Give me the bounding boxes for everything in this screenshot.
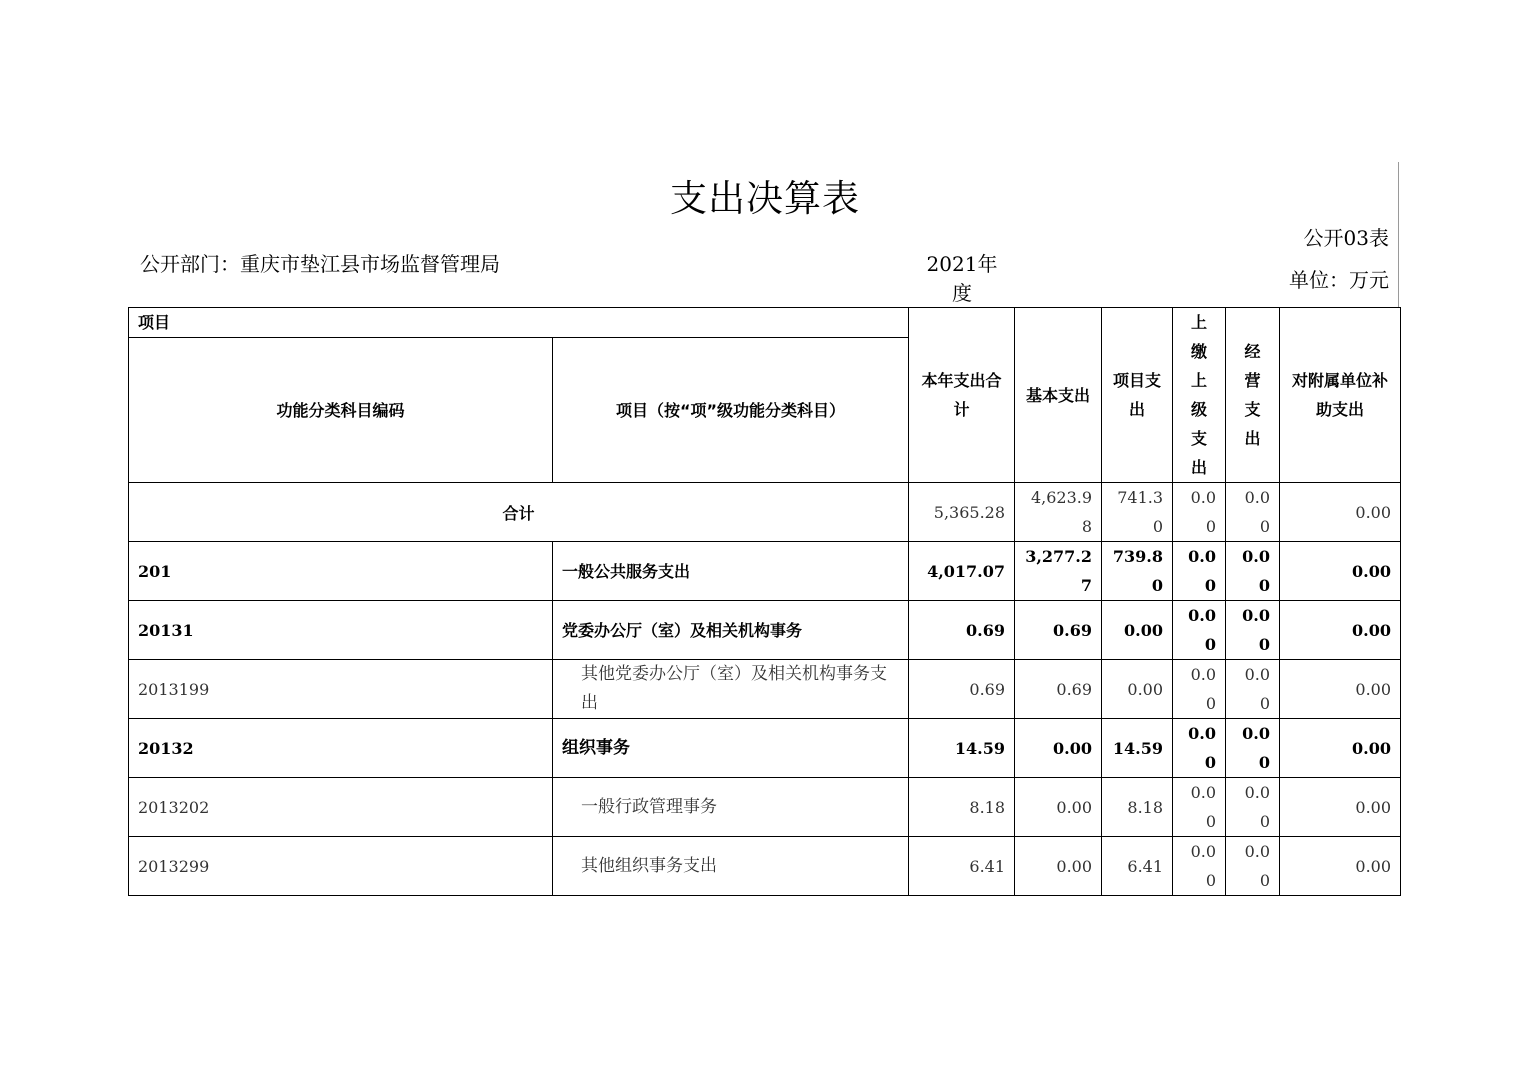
row-total: 14.59 [909, 719, 1015, 778]
row-basic: 0.00 [1015, 719, 1102, 778]
row-upper: 0.00 [1173, 778, 1226, 837]
row-total: 8.18 [909, 778, 1015, 837]
expenditure-table [128, 307, 1401, 896]
row-total: 0.69 [909, 601, 1015, 660]
row-name: 一般行政管理事务 [553, 778, 909, 837]
row-subsidy: 0.00 [1280, 542, 1401, 601]
total-cell-basic: 4,623.98 [1015, 483, 1102, 542]
row-code: 2013202 [129, 778, 553, 837]
table-row [129, 660, 1401, 719]
total-label: 合计 [129, 483, 909, 542]
row-total: 4,017.07 [909, 542, 1015, 601]
row-basic: 3,277.27 [1015, 542, 1102, 601]
row-total: 0.69 [909, 660, 1015, 719]
row-subsidy: 0.00 [1280, 719, 1401, 778]
total-row [129, 483, 1401, 542]
row-basic: 0.00 [1015, 837, 1102, 896]
header-upper-payment: 上缴上级支出 [1173, 308, 1226, 483]
row-project: 8.18 [1102, 778, 1173, 837]
row-name: 一般公共服务支出 [553, 542, 909, 601]
total-cell-upper: 0.00 [1173, 483, 1226, 542]
row-name: 其他组织事务支出 [553, 837, 909, 896]
row-project: 14.59 [1102, 719, 1173, 778]
row-basic: 0.69 [1015, 601, 1102, 660]
row-upper: 0.00 [1173, 837, 1226, 896]
header-subsidy: 对附属单位补助支出 [1280, 308, 1401, 483]
year-label: 2021年度 [926, 252, 998, 305]
row-name: 组织事务 [553, 719, 909, 778]
form-number: 公开03表 [1303, 226, 1389, 250]
header-basic: 基本支出 [1015, 308, 1102, 483]
total-cell-total: 5,365.28 [909, 483, 1015, 542]
row-subsidy: 0.00 [1280, 660, 1401, 719]
table-row [129, 601, 1401, 660]
row-upper: 0.00 [1173, 660, 1226, 719]
header-code: 功能分类科目编码 [129, 338, 553, 483]
row-name: 其他党委办公厅（室）及相关机构事务支出 [553, 660, 909, 719]
row-total: 6.41 [909, 837, 1015, 896]
row-project: 6.41 [1102, 837, 1173, 896]
row-business: 0.00 [1226, 660, 1280, 719]
row-business: 0.00 [1226, 778, 1280, 837]
row-subsidy: 0.00 [1280, 778, 1401, 837]
row-code: 20131 [129, 601, 553, 660]
header-project-expenditure: 项目支出 [1102, 308, 1173, 483]
row-basic: 0.00 [1015, 778, 1102, 837]
row-upper: 0.00 [1173, 542, 1226, 601]
row-business: 0.00 [1226, 719, 1280, 778]
row-code: 201 [129, 542, 553, 601]
row-basic: 0.69 [1015, 660, 1102, 719]
row-name: 党委办公厅（室）及相关机构事务 [553, 601, 909, 660]
department-label: 公开部门：重庆市垫江县市场监督管理局 [140, 252, 500, 276]
row-project: 0.00 [1102, 660, 1173, 719]
header-project: 项目 [129, 308, 909, 338]
row-subsidy: 0.00 [1280, 837, 1401, 896]
total-cell-business: 0.00 [1226, 483, 1280, 542]
header-business: 经营支出 [1226, 308, 1280, 483]
row-code: 2013299 [129, 837, 553, 896]
unit-label: 单位：万元 [1289, 268, 1389, 292]
row-business: 0.00 [1226, 601, 1280, 660]
header-item: 项目（按“项”级功能分类科目） [553, 338, 909, 483]
header-total: 本年支出合计 [909, 308, 1015, 483]
table-row [129, 719, 1401, 778]
row-code: 20132 [129, 719, 553, 778]
table-row [129, 542, 1401, 601]
page-title: 支出决算表 [670, 177, 860, 220]
row-business: 0.00 [1226, 542, 1280, 601]
total-cell-subsidy: 0.00 [1280, 483, 1401, 542]
total-cell-project: 741.30 [1102, 483, 1173, 542]
row-subsidy: 0.00 [1280, 601, 1401, 660]
table-row [129, 778, 1401, 837]
row-upper: 0.00 [1173, 601, 1226, 660]
row-project: 739.80 [1102, 542, 1173, 601]
table-row [129, 837, 1401, 896]
row-code: 2013199 [129, 660, 553, 719]
row-upper: 0.00 [1173, 719, 1226, 778]
row-business: 0.00 [1226, 837, 1280, 896]
row-project: 0.00 [1102, 601, 1173, 660]
